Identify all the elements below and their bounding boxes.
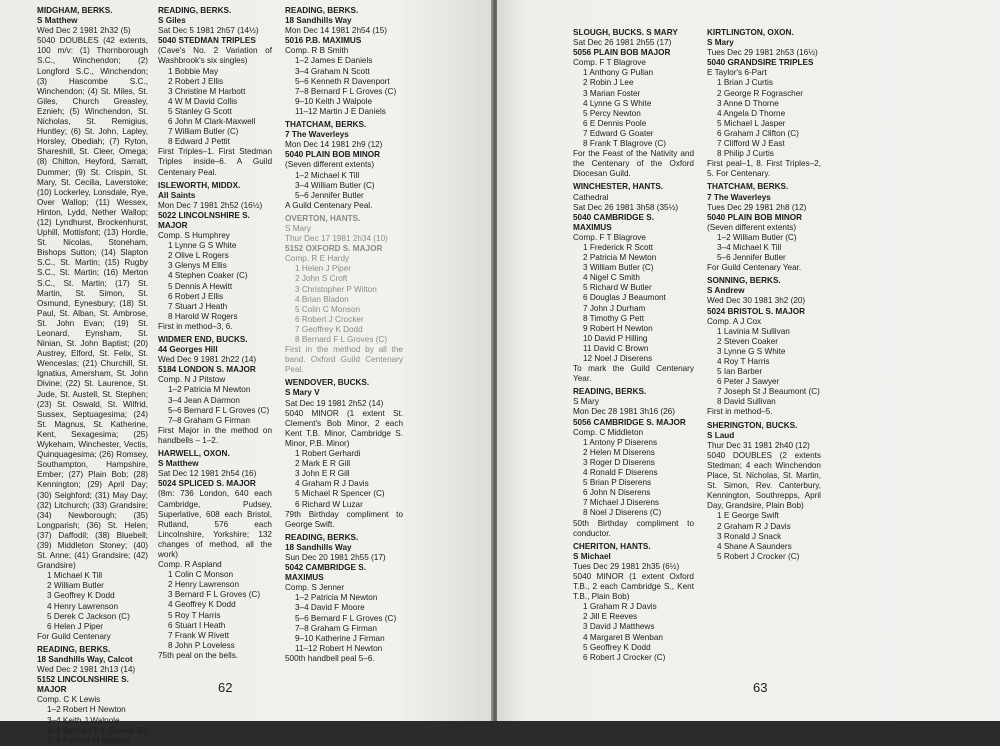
column-2 xyxy=(158,6,272,678)
entry-location: MIDGHAM, BERKS. xyxy=(37,6,113,15)
entry-location: SONNING, BERKS. xyxy=(707,276,781,286)
ringer-line: 5–6 Jennifer Butler xyxy=(717,253,786,263)
ringer-line: 5 Roy T Harris xyxy=(168,610,221,620)
entry-heading: 5042 CAMBRIDGE S. MAXIMUS xyxy=(285,563,366,583)
ringer-line: 5 Geoffrey K Dodd xyxy=(583,642,651,652)
ringer-line: 8 John P Loveless xyxy=(168,640,235,650)
entry-location: WINCHESTER, HANTS. xyxy=(573,182,664,192)
ringer-line: 1–2 William Butler (C) xyxy=(717,232,797,242)
entry-heading: 7 The Waverleys xyxy=(707,192,771,202)
peal-entry xyxy=(707,421,821,562)
ringer-line: 8 Frank T Blagrove (C) xyxy=(583,139,666,149)
entry-heading: 5022 LINCOLNSHIRE S. MAJOR xyxy=(158,210,250,230)
entry-location: KIRTLINGTON, OXON. xyxy=(707,28,794,37)
ringer-line: 3 Roger D Diserens xyxy=(583,457,655,467)
ringer-line: 4 Stephen Coaker (C) xyxy=(168,271,248,281)
ringer-line: 3 Lynne G S White xyxy=(717,346,786,356)
entry-heading: 7 The Waverleys xyxy=(285,130,349,140)
entry-heading: 5056 PLAIN BOB MAJOR xyxy=(573,48,671,58)
ringer-line: 8 Harold W Rogers xyxy=(168,311,238,321)
entry-line: A Guild Centenary Peal. xyxy=(285,200,373,210)
column-4 xyxy=(573,28,694,688)
ringer-line: 2 Robin J Lee xyxy=(583,78,634,88)
entry-paragraph: (Cave's No. 2 Variation of Washbrook's six singles) xyxy=(158,46,272,66)
ringer-line: 7 Frank W Rivett xyxy=(168,630,229,640)
ringer-line: 6 Stuart I Heath xyxy=(168,620,226,630)
entry-paragraph: 50th Birthday compliment to conductor. xyxy=(573,518,694,538)
entry-heading: 5056 CAMBRIDGE S. MAJOR xyxy=(573,417,686,427)
entry-line: Mon Dec 7 1981 2h52 (16½) xyxy=(158,200,263,210)
ringer-line: 12 Noel J Diserens xyxy=(583,354,653,363)
ringer-line: 7 Edward G Goater xyxy=(583,128,654,138)
entry-heading: 5040 CAMBRIDGE S. MAXIMUS xyxy=(573,212,654,232)
ringer-line: 2 George R Fograscher xyxy=(717,88,804,98)
ringer-line: 2 Helen M Diserens xyxy=(583,447,655,457)
ringer-line: 5–6 Jennifer Butler xyxy=(295,190,364,200)
ringer-line: 1 Brian J Curtis xyxy=(717,78,773,88)
ringer-line: 7 John J Durham xyxy=(583,303,646,313)
entry-paragraph: 79th Birthday compliment to George Swift. xyxy=(285,509,403,529)
ringer-line: 2 Mark E R Gill xyxy=(295,459,351,469)
ringer-line: 2 Henry Lawrenson xyxy=(168,580,239,590)
entry-location: ISLEWORTH, MIDDX. xyxy=(158,180,241,190)
entry-paragraph: First Triples–1. First Stedman Triples inside–6. A Guild Centenary Peal. xyxy=(158,147,272,177)
page-number: 63 xyxy=(753,680,768,695)
ringer-line: 2 Olive L Rogers xyxy=(168,251,229,261)
entry-location: READING, BERKS. xyxy=(158,6,232,15)
ringer-line: 2 William Butler xyxy=(47,581,104,591)
entry-heading: 5152 LINCOLNSHIRE S. MAJOR xyxy=(37,675,129,695)
ringer-line: 1 Bobbie May xyxy=(168,66,219,76)
entry-line: Comp. F T Blagrove xyxy=(573,232,646,242)
entry-paragraph: 5040 MINOR (1 extent St. Clement's Bob Minor, 2 each Kent T.B. Minor, Cambridge S. Minor, P.B. Minor) xyxy=(285,408,403,448)
ringer-line: 11–12 Robert H Newton xyxy=(295,643,383,653)
ringer-line: 5 Dennis A Hewitt xyxy=(168,281,233,291)
ringer-line: 1 Graham R J Davis xyxy=(583,602,657,612)
entry-heading: 18 Sandhills Way, Calcot xyxy=(37,655,133,664)
entry-heading: S Matthew xyxy=(37,16,78,26)
peal-entry xyxy=(158,6,272,178)
entry-line: For Guild Centenary xyxy=(37,631,111,641)
ringer-line: 5–6 Bernard F L Groves (C) xyxy=(168,405,270,415)
page-number: 62 xyxy=(218,680,233,695)
ringer-line: 7–8 Graham G Firman xyxy=(168,415,250,425)
ringer-line: 6 Helen J Piper xyxy=(47,621,103,631)
entry-heading: 5040 PLAIN BOB MINOR xyxy=(285,150,381,160)
entry-location: THATCHAM, BERKS. xyxy=(707,182,789,192)
peal-entry xyxy=(37,6,148,642)
entry-heading: 5016 P.B. MAXIMUS xyxy=(285,36,362,46)
ringer-line: 3 Glenys M Ellis xyxy=(168,261,227,271)
entry-location: THATCHAM, BERKS. xyxy=(285,120,367,130)
ringer-line: 5–6 Kenneth R Davenport xyxy=(295,76,390,86)
ringer-line: 7 Michael J Diserens xyxy=(583,498,659,508)
entry-line: (Seven different extents) xyxy=(285,160,375,170)
entry-location: OVERTON, HANTS. xyxy=(285,213,361,223)
ringer-line: 7–8 Bernard F L Groves (C) xyxy=(295,86,397,96)
entry-line: Sat Dec 26 1981 2h55 (17) xyxy=(573,38,672,48)
ringer-line: 3 Ronald J Snack xyxy=(717,531,782,541)
entry-line: Wed Dec 2 1981 2h13 (14) xyxy=(37,665,136,675)
entry-heading: 44 Georges Hill xyxy=(158,345,218,355)
ringer-line: 3–4 David F Moore xyxy=(295,603,365,613)
ringer-line: 7 Stuart J Heath xyxy=(168,301,228,311)
entry-line: Wed Dec 30 1981 3h2 (20) xyxy=(707,296,806,306)
ringer-line: 6 Robert J Crocker (C) xyxy=(583,652,666,662)
ringer-line: 2 Graham R J Davis xyxy=(717,521,791,531)
peal-entry xyxy=(158,449,272,661)
ringer-line: 10 David P Hilling xyxy=(583,333,648,343)
entry-location: READING, BERKS. xyxy=(285,6,359,15)
entry-line: Mon Dec 14 1981 2h54 (15) xyxy=(285,26,387,36)
ringer-line: 6 Graham J Clifton (C) xyxy=(717,128,799,138)
ringer-line: 1–2 Michael K Till xyxy=(295,170,360,180)
ringer-line: 6 Douglas J Beaumont xyxy=(583,293,666,303)
ringer-line: 7 Clifford W J East xyxy=(717,139,785,149)
ringer-line: 3 Marian Foster xyxy=(583,88,641,98)
entry-line: S Mary xyxy=(573,397,599,407)
ringer-line: 3–4 Jean A Darmon xyxy=(168,395,240,405)
entry-paragraph: To mark the Guild Centenary Year. xyxy=(573,364,694,384)
entry-line: S Mary xyxy=(285,223,311,233)
entry-heading: 5152 OXFORD S. MAJOR xyxy=(285,244,383,254)
ringer-line: 5 Ian Barber xyxy=(717,367,763,377)
entry-location: WENDOVER, BUCKS. xyxy=(285,378,370,388)
ringer-line: 6 Robert J Ellis xyxy=(168,291,224,301)
entry-heading: S Laud xyxy=(707,430,735,440)
peal-entry xyxy=(707,28,821,179)
column-1 xyxy=(37,6,149,745)
entry-heading: All Saints xyxy=(158,190,196,200)
ringer-line: 9–10 Keith J Walpole xyxy=(295,96,373,106)
entry-line: Comp. A J Cox xyxy=(707,316,762,326)
entry-location: READING, BERKS. xyxy=(285,532,359,542)
ringer-line: 5 Derek C Jackson (C) xyxy=(47,611,130,621)
entry-line: Comp. S Jenner xyxy=(285,583,345,593)
ringer-line: 3–4 Michael K Till xyxy=(717,242,782,252)
entry-paragraph: First in the method by all the band. Oxford Guild Centenary Peal. xyxy=(285,345,403,375)
entry-heading: 5024 SPLICED S. MAJOR xyxy=(158,479,256,489)
ringer-line: 6 John M Clark-Maxwell xyxy=(168,117,256,127)
column-5 xyxy=(707,28,821,688)
entry-heading: 5040 STEDMAN TRIPLES xyxy=(158,36,256,46)
ringer-line: 4 Brian Bladon xyxy=(295,294,349,304)
peal-entry xyxy=(573,542,694,663)
ringer-line: 1–2 Patricia M Newton xyxy=(168,385,251,395)
ringer-line: 7 Geoffrey K Dodd xyxy=(295,324,363,334)
entry-line: Comp. C Middleton xyxy=(573,427,644,437)
entry-paragraph: 5040 DOUBLES (2 extents Stedman; 4 each Winchendon Place, St. Nicholas, St. Martin, St. Simon, Rev. Canterbury, Kennington, Southrepps, April Day, Grandsire, Plain Bob) xyxy=(707,450,821,511)
ringer-line: 1 E George Swift xyxy=(717,511,779,521)
entry-line: (Seven different extents) xyxy=(707,222,797,232)
right-page xyxy=(497,0,1000,721)
entry-location: CHERITON, HANTS. xyxy=(573,541,651,551)
entry-paragraph: First Major in the method on handbells – 1–2. xyxy=(158,425,272,445)
entry-heading: 18 Sandhills Way xyxy=(285,16,352,26)
ringer-line: 6 Richard W Luzar xyxy=(295,499,363,509)
entry-line: Comp. R Aspland xyxy=(158,560,222,570)
entry-line: Comp. N J Pitstow xyxy=(158,375,226,385)
entry-location: READING, BERKS. xyxy=(37,644,111,654)
ringer-line: 5–6 Bernard F L Groves (C) xyxy=(295,613,397,623)
ringer-line: 1 Helen J Piper xyxy=(295,264,351,274)
ringer-line: 8 David Sullivan xyxy=(717,397,776,407)
ringer-line: 8 Timothy G Pett xyxy=(583,313,644,323)
ringer-line: 3 Bernard F L Groves (C) xyxy=(168,590,261,600)
entry-heading: 5184 LONDON S. MAJOR xyxy=(158,365,256,375)
entry-line: 75th peal on the bells. xyxy=(158,650,239,660)
entry-line: Comp. F T Blagrove xyxy=(573,58,646,68)
ringer-line: 9–10 Katherine J Firman xyxy=(295,633,385,643)
ringer-line: 2 John S Croft xyxy=(295,274,348,284)
peal-entry xyxy=(158,335,272,446)
ringer-line: 5 Brian P Diserens xyxy=(583,478,652,488)
ringer-line: 3 Christopher P Wilton xyxy=(295,284,377,294)
entry-line: Sun Dec 20 1981 2h55 (17) xyxy=(285,552,386,562)
entry-heading: 5040 GRANDSIRE TRIPLES xyxy=(707,58,814,68)
peal-entry xyxy=(573,28,694,179)
ringer-line: 1 Lavinia M Sullivan xyxy=(717,326,790,336)
ringer-line: 2 Jill E Reeves xyxy=(583,612,638,622)
entry-paragraph: 5040 DOUBLES (42 extents, 100 m/v: (1) Thornborough S.C., Winchendon; (2) Longford S.C., Winchendon; (3) Hascombe S.C., Winchendon; (4) St. Miles, St. Giles, Church Greasley, Eznieh; (5) Winchendon, St. Nicholas, St. Remigius, Huntley; (6) St. John, Lapley, Horsley, Obediah; (7) Ryton, Shareshill, St. Cleer, Omega; (8) Chilton, Heyford, Sarratt, Dummer; (9) St. Crispin, St. Mary, St. Cecilia, Laverstoke; (10) Lockerley, Lonsdale, Rye, Over Wallop; (11) Wessex, Hinton, Lydd, Nether Wallop; (12) Lyndhurst, Brockenhurst, Uphill, Mottisfont; (13) Hordle, St. Nicolas, Stoneham, Bishops Sutton; (14) Slapton S.C., St. Martin; (15) Rugby S.C., St. Martin; (16) Merton S.C., St. Martin; (17) St. Martin, St. Simon, St. Osmund, Eynesbury; (18) St. Paul, St. Alban, St. Ambrose, St. John Evan; (19) St. Leonard, Eynsham, St. Ninian, St. John Baptist; (20) Austrey, Elford, St. Felix, St. Wenceslas; (21) Churchill, St. Ignatius, Amersham, St. John Divine; (22) St. Laurence, St. Jude, St. Austell, St. Stephen; (23) St. Oswald, St. Wilfrid, Sussex, Septuagesima; (24) St. Magnus, St. Katherine, Kent, Sexagesima; (25) Wykeham, Winchester, Vectis, Quinquagesima; (26) Romsey, Southampton, Hampshire, Ember; (27) Plain Bob; (28) Kennington; (29) April Day; (30) Seighford; (31) May Day; (32) Litchurch; (33) Grandsire; (34) Newborough; (35) Longparish; (36) St. Helen; (37) Daffodil; (38) Bluebell; (39) Middleton Stoney; (40) St. Anne; (41) Grandsire; (42) Grandsire) xyxy=(37,36,148,571)
ringer-line: 1 Lynne G S White xyxy=(168,241,237,251)
entry-heading: S Giles xyxy=(158,16,186,26)
peal-entry xyxy=(285,6,403,117)
ringer-line: 4 Shane A Saunders xyxy=(717,541,792,551)
entry-paragraph: For the Feast of the Nativity and the Centenary of the Oxford Diocesan Guild. xyxy=(573,149,694,179)
entry-location: READING, BERKS. xyxy=(573,387,647,397)
entry-line: Wed Dec 2 1981 2h32 (5) xyxy=(37,26,131,36)
ringer-line: 6 John N Diserens xyxy=(583,488,651,498)
ringer-line: 7 Joseph St J Beaumont (C) xyxy=(717,387,820,397)
ringer-line: 5–6 Bernard F L Groves (C) xyxy=(47,725,149,735)
entry-line: Sat Dec 19 1981 2h52 (14) xyxy=(285,398,384,408)
left-page xyxy=(0,0,493,745)
entry-line: E Taylor's 6-Part xyxy=(707,68,767,78)
ringer-line: 8 Philip J Curtis xyxy=(717,149,774,159)
ringer-line: 1–2 Patricia M Newton xyxy=(295,593,378,603)
entry-line: Comp. C K Lewis xyxy=(37,695,101,705)
entry-line: Comp. R E Hardy xyxy=(285,254,350,264)
ringer-line: 4 Ronald F Diserens xyxy=(583,468,658,478)
entry-line: Comp. S Humphrey xyxy=(158,231,230,241)
entry-location: HARWELL, OXON. xyxy=(158,449,230,459)
entry-paragraph: 5040 MINOR (1 extent Oxford T.B., 2 each Cambridge S., Kent T.B., Plain Bob) xyxy=(573,571,694,602)
ringer-line: 6 Peter J Sawyer xyxy=(717,377,780,387)
entry-heading: S Andrew xyxy=(707,286,745,296)
peal-entry xyxy=(285,533,403,664)
entry-line: Wed Dec 9 1981 2h22 (14) xyxy=(158,355,257,365)
ringer-line: 1–2 James E Daniels xyxy=(295,56,373,66)
ringer-line: 4 Henry Lawrenson xyxy=(47,601,118,611)
entry-heading: 5040 PLAIN BOB MINOR xyxy=(707,212,803,222)
ringer-line: 9 Robert H Newton xyxy=(583,323,653,333)
ringer-line: 1 Michael K Till xyxy=(47,571,103,581)
entry-line: Tues Dec 29 1981 2h8 (12) xyxy=(707,202,807,212)
ringer-line: 8 Edward J Pettit xyxy=(168,137,230,147)
entry-line: Sat Dec 5 1981 2h57 (14½) xyxy=(158,26,259,36)
peal-entry xyxy=(285,214,403,376)
entry-heading: S Mary V xyxy=(285,388,320,398)
ringer-line: 8 Bernard F L Groves (C) xyxy=(295,335,388,344)
ringer-line: 11–12 Martin J E Daniels xyxy=(295,106,386,116)
entry-heading: S Michael xyxy=(573,551,611,561)
peal-entry xyxy=(37,645,148,746)
entry-line: Tues Dec 29 1981 2h35 (6½) xyxy=(573,561,680,571)
entry-location: SLOUGH, BUCKS. S MARY xyxy=(573,28,678,37)
entry-heading: S Mary xyxy=(707,38,734,48)
ringer-line: 1 Anthony G Pullan xyxy=(583,68,654,78)
entry-line: Cathedral xyxy=(573,192,609,202)
ringer-line: 4 Graham R J Davis xyxy=(295,479,369,489)
ringer-line: 1 Colin C Monson xyxy=(168,570,234,580)
entry-paragraph: (8m: 736 London, 640 each Cambridge, Pudsey, Superlative, 608 each Bristol, Rutland, 576 each Lincolnshire, Yorkshire; 132 changes of method, all the work) xyxy=(158,489,272,559)
ringer-line: 5 Stanley G Scott xyxy=(168,106,232,116)
ringer-line: 6 E Dennis Poole xyxy=(583,118,647,128)
ringer-line: 4 Nigel C Smith xyxy=(583,273,640,283)
ringer-line: 5 Michael L Jasper xyxy=(717,118,786,128)
entry-paragraph: First peal–1, 8. First Triples–2, 5. For Centenary. xyxy=(707,159,821,179)
ringer-line: 3–4 Graham N Scott xyxy=(295,66,370,76)
ringer-line: 7–8 Patricia M Newton xyxy=(47,735,130,745)
ringer-line: 5 Michael R Spencer (C) xyxy=(295,489,385,499)
ringer-line: 2 Steven Coaker xyxy=(717,336,778,346)
ringer-line: 3–4 Keith J Walpole xyxy=(47,715,120,725)
entry-line: Sat Dec 12 1981 2h54 (16) xyxy=(158,469,257,479)
entry-line: Mon Dec 14 1981 2h9 (12) xyxy=(285,140,383,150)
ringer-line: 2 Patricia M Newton xyxy=(583,253,657,263)
ringer-line: 5 Colin C Monson xyxy=(295,304,361,314)
entry-heading: S Matthew xyxy=(158,459,199,469)
ringer-line: 3 John E R Gill xyxy=(295,469,350,479)
ringer-line: 11 David C Brown xyxy=(583,343,649,353)
entry-heading: 18 Sandhills Way xyxy=(285,542,352,552)
ringer-line: 3 Christine M Harbott xyxy=(168,86,246,96)
ringer-line: 2 Robert J Ellis xyxy=(168,76,224,86)
ringer-line: 4 Lynne G S White xyxy=(583,98,652,108)
ringer-line: 3 William Butler (C) xyxy=(583,263,654,273)
ringer-line: 1 Frederick R Scott xyxy=(583,242,654,252)
entry-line: Thur Dec 31 1981 2h40 (12) xyxy=(707,440,810,450)
ringer-line: 5 Percy Newton xyxy=(583,108,641,118)
peal-entry xyxy=(707,182,821,273)
entry-line: First in method–5. xyxy=(707,407,773,417)
peal-entry xyxy=(573,387,694,538)
entry-line: Mon Dec 28 1981 3h16 (26) xyxy=(573,407,675,417)
ringer-line: 7 William Butler (C) xyxy=(168,127,239,137)
ringer-line: 4 W M David Collis xyxy=(168,96,238,106)
ringer-line: 4 Geoffrey K Dodd xyxy=(168,600,236,610)
peal-entry xyxy=(707,276,821,417)
ringer-line: 1 Robert Gerhardi xyxy=(295,449,361,459)
ringer-line: 6 Robert J Crocker xyxy=(295,314,364,324)
ringer-line: 4 Angela D Thorne xyxy=(717,108,786,118)
peal-entry xyxy=(573,182,694,384)
ringer-line: 5 Robert J Crocker (C) xyxy=(717,551,800,561)
entry-line: Sat Dec 26 1981 3h58 (35½) xyxy=(573,202,679,212)
ringer-line: 5 Richard W Butler xyxy=(583,283,652,293)
entry-line: First in method–3, 6. xyxy=(158,321,233,331)
ringer-line: 3–4 William Butler (C) xyxy=(295,180,375,190)
column-3 xyxy=(285,6,403,686)
peal-entry xyxy=(158,181,272,332)
entry-line: For Guild Centenary Year. xyxy=(707,263,802,273)
entry-location: WIDMER END, BUCKS. xyxy=(158,335,248,344)
entry-line: Comp. R B Smith xyxy=(285,46,349,56)
entry-heading: 5024 BRISTOL S. MAJOR xyxy=(707,306,805,316)
ringer-line: 7–8 Graham G Firman xyxy=(295,623,377,633)
peal-entry xyxy=(285,120,403,211)
ringer-line: 1–2 Robert H Newton xyxy=(47,705,126,715)
peal-entry xyxy=(285,378,403,529)
entry-line: 500th handbell peal 5–6. xyxy=(285,653,375,663)
ringer-line: 3 Anne D Thorne xyxy=(717,98,779,108)
ringer-line: 1 Antony P Diserens xyxy=(583,437,658,447)
ringer-line: 4 Roy T Harris xyxy=(717,357,770,366)
ringer-line: 8 Noel J Diserens (C) xyxy=(583,508,662,518)
entry-line: Thur Dec 17 1981 2h34 (10) xyxy=(285,234,388,244)
ringer-line: 3 David J Matthews xyxy=(583,622,655,632)
entry-location: SHERINGTON, BUCKS. xyxy=(707,420,798,430)
ringer-line: 4 Margaret B Wenban xyxy=(583,632,663,642)
entry-line: Tues Dec 29 1981 2h53 (16½) xyxy=(707,48,818,58)
ringer-line: 3 Geoffrey K Dodd xyxy=(47,591,115,601)
